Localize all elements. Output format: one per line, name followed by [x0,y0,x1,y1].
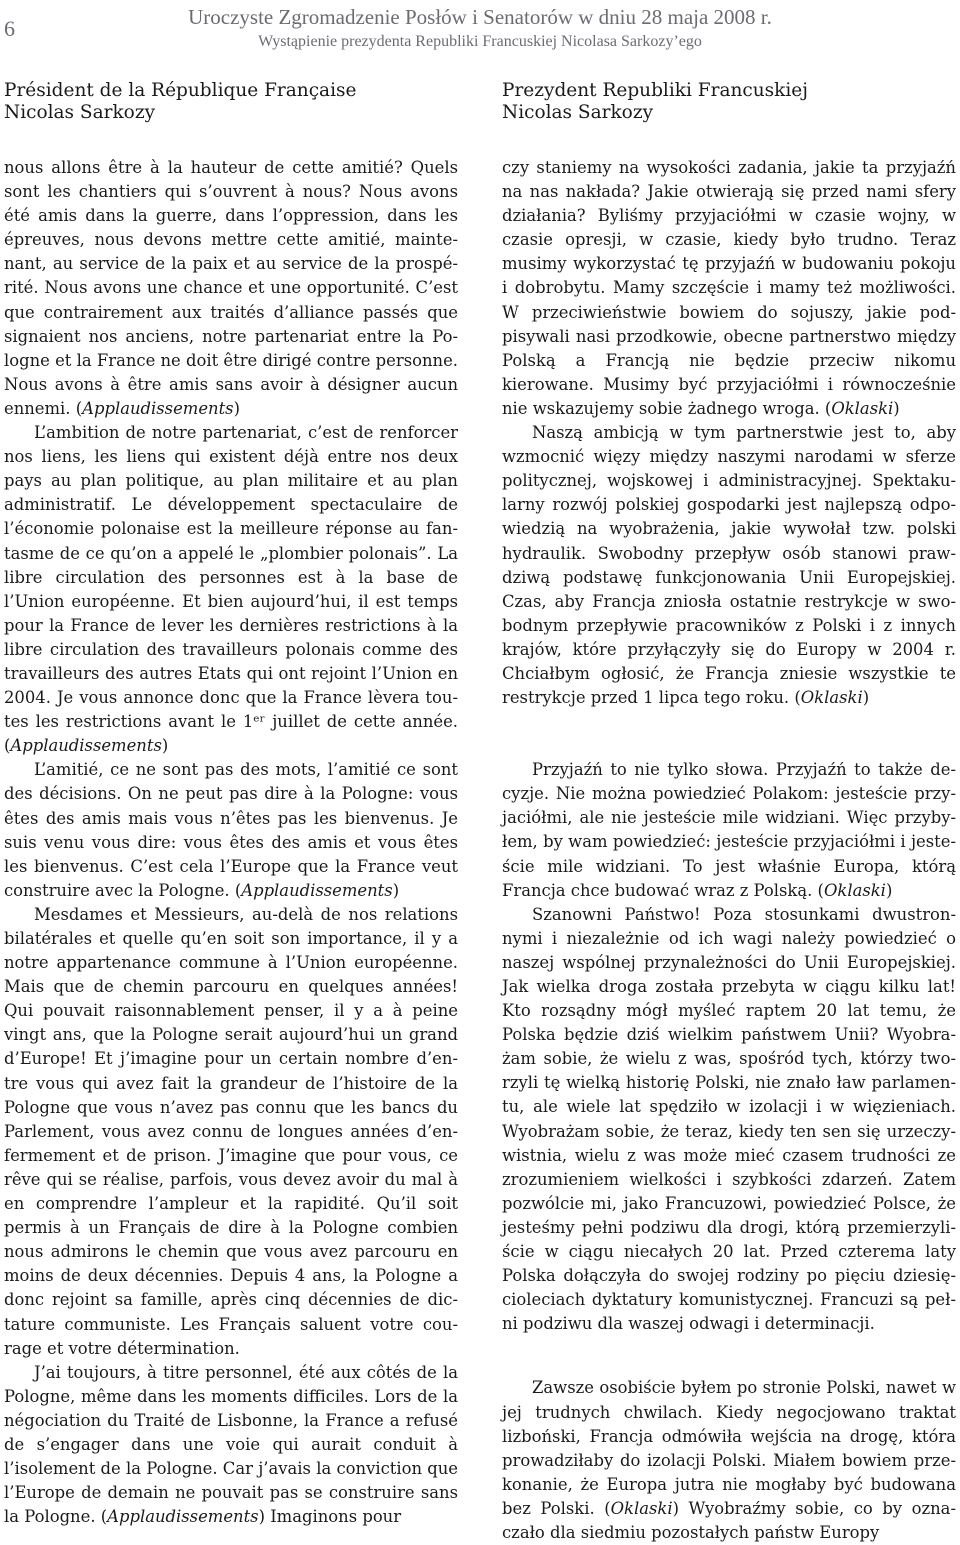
paragraph-text-end: ) [885,880,893,900]
spacer [502,710,956,758]
paragraph-text: Zawsze osobiście byłem po stronie Polski, nawet w jej trudnych chwilach. Kiedy negocjowano traktat lizboński, Francja odmówiła wejścia na drogę, która prowadziłaby do izolacji Polski. Miałem bowiem przekonanie, że Europa jutra nie mogłaby być budowana bez Polski. ( [502,1378,956,1518]
paragraph-text-end: ) [893,398,900,418]
column-french [4,80,458,1529]
paragraph-text-end: ) Imaginons pour [258,1507,402,1527]
paragraph [502,903,956,1337]
paragraph-text: J’ai toujours, à titre personnel, été aux côtés de la Pologne, même dans les moments difficiles. Lors de la négociation du Traité de Lisbonne, la France a refusé de s’engager dans une voie qui aurait conduit à l’isolement de la Pologne. Car j’avais la conviction que l’Europe de demain ne pouvait pas se construire sans la Pologne. ( [4,1362,458,1527]
running-header [0,4,960,54]
applause-note: Oklaski [610,1498,673,1518]
paragraph [4,421,458,758]
speaker-name: Nicolas Sarkozy [502,102,654,123]
paragraph-text: Szanowni Państwo! Poza stosunkami dwustronnymi i niezależnie od ich wagi należy powiedzieć o naszej wspólnej przynależności do Unii Europejskiej. Jak wielka droga została przebyta w ciągu kilku lat! Kto rozsądny mógł myśleć raptem 20 lat temu, że Polska będzie dziś wielkim państwem Unii? Wyobrażam sobie, że wielu z was, spośród tych, którzy tworzyli tę wielką historię Polski, nie znało ław parlamentu, ale wiele lat spędziło w izolacji i w więzieniach. Wyobrażam sobie, że teraz, kiedy ten sen się urzeczywistnia, wielu z was może mieć czasem trudności ze zrozumieniem wielkości i szybkości zdarzeń. Zatem pozwólcie mi, jako Francuzowi, powiedzieć Polsce, że jesteśmy pełni podziwu dla drogi, którą przemierzyliście w ciągu niecałych 20 lat. Przed czterema laty Polska dołączyła do swojej rodziny po pięciu dziesięcioleciach dyktatury komunistycznej. Francuzi są pełni podziwu dla waszej odwagi i determinacji. [502,904,956,1334]
applause-note: Applaudissements [10,736,162,756]
paragraph [4,903,458,1361]
speaker-heading-french [4,80,458,124]
paragraph [502,156,956,421]
paragraph [4,758,458,903]
applause-note: Oklaski [800,688,863,708]
paragraph-text: czy staniemy na wysokości zadania, jakie ta przyjaźń na nas nakłada? Jakie otwierają się przed nami sfery działania? Byliśmy przyjaciółmi w czasie wojny, w czasie opresji, w czasie, kiedy było trudno. Teraz musimy wykorzystać tę przyjaźń w budowaniu pokoju i dobrobytu. Mamy szczęście i mamy też możliwości. W przeciwieństwie bowiem do sojuszy, jakie podpisywali nasi przodkowie, obecne partnerstwo między Polską a Francją nie będzie przeciw nikomu kierowane. Musimy być przyjaciółmi i równocześnie nie wskazujemy sobie żadnego wroga. ( [502,158,956,418]
spacer [502,1336,956,1376]
applause-note: Applaudissements [241,880,393,900]
paragraph-text: Mesdames et Messieurs, au-delà de nos relations bilatérales et quelle qu’en soit son importance, il y a notre appartenance commune à l’Union européenne. Mais que de chemin parcouru en quelques années! Qui pouvait raisonnablement penser, il y a à peine vingt ans, que la Pologne serait aujourd’hui un grand d’Europe! Et j’imagine pour un certain nombre d’entre vous qui avez fait la grandeur de l’histoire de la Pologne que vous n’avez pas connu que les bancs du Parlement, vous avez connu de longues années d’enfermement et de prison. J’imagine que pour vous, ce rêve qui se réalise, parfois, vous devez avoir du mal à en comprendre l’ampleur et la rapidité. Qu’il soit permis à un Français de dire à la Pologne combien nous admirons le chemin que vous avez parcouru en moins de deux décennies. Depuis 4 ans, la Pologne a donc rejoint sa famille, après cinq décennies de dictature communiste. Les Français saluent votre courage et votre détermination. [4,904,458,1358]
applause-note: Oklaski [831,398,894,418]
paragraph-text: L’amitié, ce ne sont pas des mots, l’amitié ce sont des décisions. On ne peut pas dire à la Pologne: vous êtes des amis mais vous n’êtes pas les bienvenus. Je suis venu vous dire: vous êtes des amis et vous êtes les bienvenus. C’est cela l’Europe que la France veut construire avec la Pologne. ( [4,760,458,900]
paragraph-text-end: ) Wyobraźmy sobie, co by oznaczało dla siedmiu pozostałych państw Europy [502,1498,956,1542]
applause-note: Applaudissements [107,1507,259,1527]
header-title: Uroczyste Zgromadzenie Posłów i Senatorów w dniu 28 maja 2008 r. [188,5,772,29]
paragraph-text-end: ) [862,688,870,708]
speaker-heading-polish [502,80,956,124]
speaker-name: Nicolas Sarkozy [4,102,156,123]
paragraph-text: Przyjaźń to nie tylko słowa. Przyjaźń to także decyzje. Nie można powiedzieć Polakom: jesteście przyjaciółmi, ale nie jesteście mile widziani. Więc przybyłem, by wam powiedzieć: jesteście przyjaciółmi i jesteście mile widziani. To jest właśnie Europa, którą Francja chce budować wraz z Polską. ( [502,760,956,900]
applause-note: Applaudissements [82,398,234,418]
paragraph-text-end: ) [233,398,240,418]
page-number: 6 [4,16,15,41]
paragraph [4,156,458,421]
header-subtitle: Wystąpienie prezydenta Republiki Francuskiej Nicolasa Sarkozy’ego [258,33,702,50]
paragraph [502,758,956,903]
paragraph-text-end: ) [161,736,169,756]
paragraph-text: L’ambition de notre partenariat, c’est de renforcer nos liens, les liens qui existent déjà entre nos deux pays au plan politique, au plan militaire et au plan administratif. Le développement spectaculaire de l’économie polonaise est la meilleure réponse au fantasme de ce qu’on a appelé le „plombier polonais”. La libre circulation des personnes est à la base de l’Union européenne. Et bien aujourd’hui, il est temps pour la France de lever les dernières restrictions à la libre circulation des travailleurs polonais comme des travailleurs des autres Etats qui ont rejoint l’Union en 2004. Je vous annonce donc que la France lèvera toutes les restrictions avant le 1ᵉʳ juillet de cette année. ( [4,423,458,756]
column-polish [502,80,956,1545]
paragraph [502,1376,956,1545]
applause-note: Oklaski [823,880,886,900]
paragraph-text-end: ) [392,880,400,900]
paragraph [502,421,956,710]
paragraph-text: Naszą ambicją w tym partnerstwie jest to, aby wzmocnić więzy między naszymi narodami w sferze politycznej, wojskowej i administracyjnej. Spektakularny rozwój polskiej gospodarki jest najlepszą odpowiedzią na wyobrażenia, jakie wywołał tzw. polski hydraulik. Swobodny przepływ osób stanowi prawdziwą podstawę funkcjonowania Unii Europejskiej. Czas, aby Francja zniosła ostatnie restrykcje w swobodnym przepływie pracowników z Polski i z innych krajów, które przyłączyły się do Europy w 2004 r. Chciałbym ogłosić, że Francja zniesie wszystkie te restrykcje przed 1 lipca tego roku. ( [502,423,956,708]
speaker-title: Prezydent Republiki Francuskiej [502,80,808,101]
speaker-title: Président de la République Française [4,80,357,101]
paragraph [4,1361,458,1530]
paragraph-text: nous allons être à la hauteur de cette amitié? Quels sont les chantiers qui s’ouvrent à nous? Nous avons été amis dans la guerre, dans l’oppression, dans les épreuves, nous devons mettre cette amitié, maintenant, au service de la paix et au service de la prospérité. Nous avons une chance et une opportunité. C’est que contrairement aux traités d’alliance passés que signaient nos anciens, notre partenariat entre la Pologne et la France ne doit être dirigé contre personne. Nous avons à être amis sans avoir à désigner aucun ennemi. ( [4,158,458,418]
